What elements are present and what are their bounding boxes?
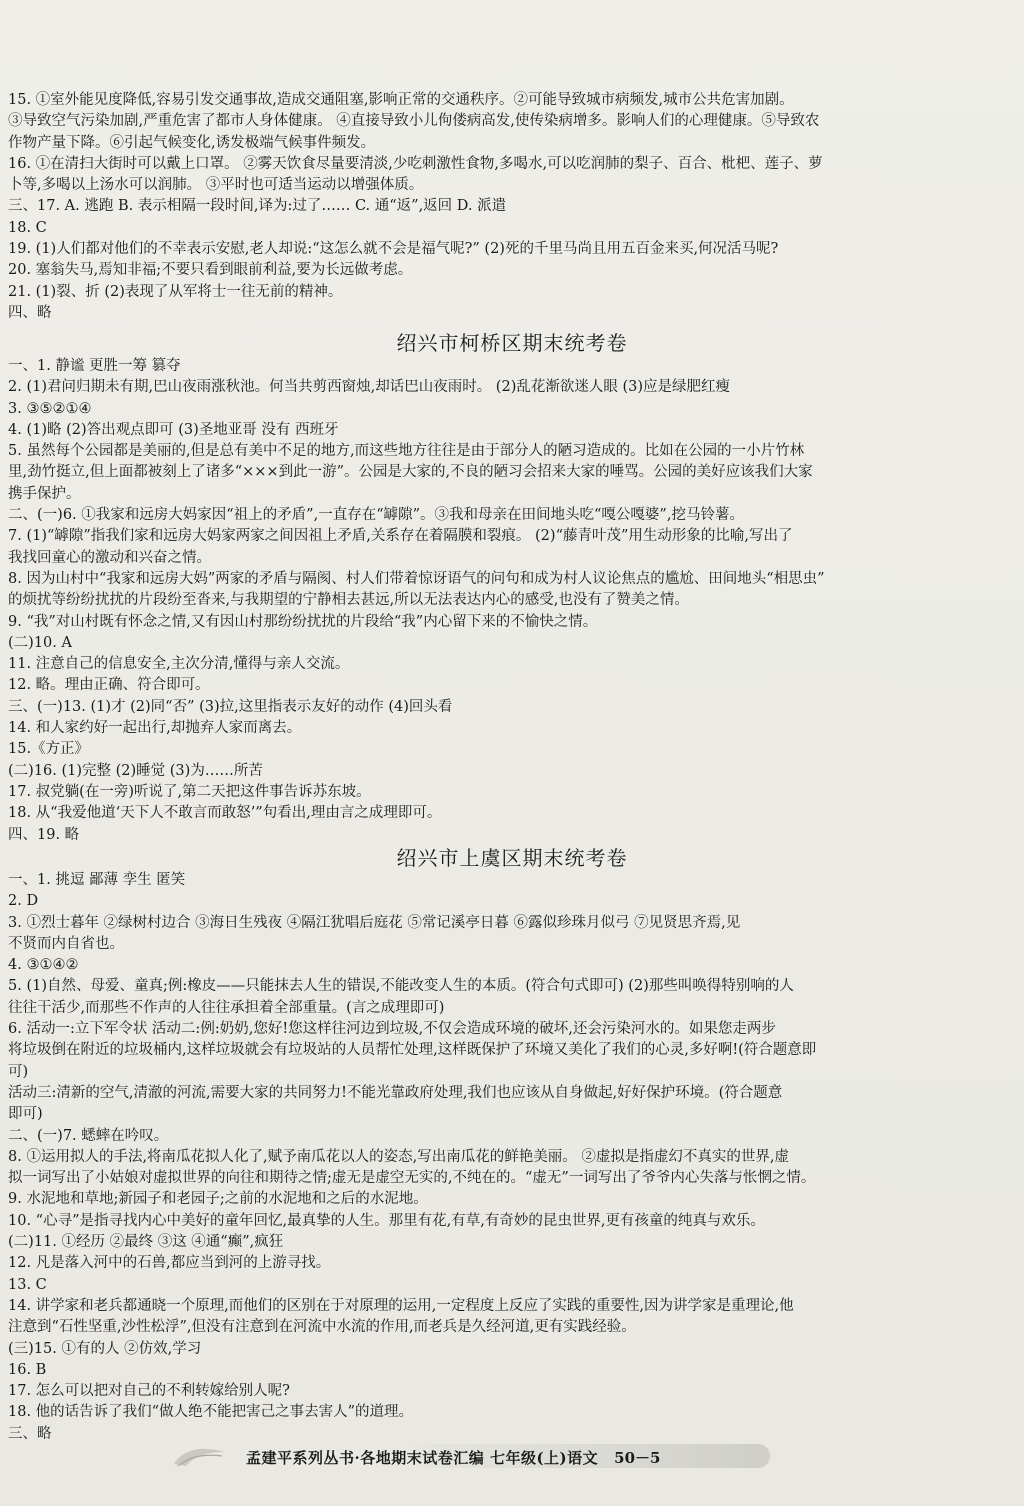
answer-line: 一、1. 挑逗 鄙薄 孪生 匿笑	[8, 872, 186, 888]
answer-line: 卜等,多喝以上汤水可以润肺。 ③平时也可适当运动以增强体质。	[8, 177, 424, 194]
answer-line: 二、(一)7. 蟋蟀在吟叹。	[8, 1127, 169, 1144]
answer-line: 6. 活动一:立下军令状 活动二:例:奶奶,您好!您这样往河边到垃圾,不仅会造成环境的破坏,还会污染河水的。如果您走两步	[8, 1021, 776, 1038]
answer-line: 8. ①运用拟人的手法,将南瓜花拟人化了,赋予南瓜花以人的姿态,写出南瓜花的鲜艳美丽。 ②虚拟是指虚幻不真实的世界,虚	[8, 1148, 789, 1165]
footer-series-title: 孟建平系列丛书·各地期末试卷汇编 七年级(上)语文	[246, 1448, 599, 1467]
answer-line: 13. C	[8, 1276, 47, 1293]
answer-line: 3. ①烈士暮年 ②绿树村边合 ③海日生残夜 ④隔江犹唱后庭花 ⑤常记溪亭日暮 ⑥露似珍珠月似弓 ⑦见贤思齐焉,见	[8, 914, 741, 931]
answer-line: 二、(一)6. ①我家和远房大妈家因“祖上的矛盾”,一直存在“罅隙”。③我和母亲在田间地头吃“嘎公嘎婆”,挖马铃薯。	[8, 507, 744, 524]
answer-line: 4. ③①④②	[8, 957, 79, 974]
answer-line: 18. 从“我爱他道‘天下人不敢言而敢怒’”句看出,理由言之成理即可。	[8, 805, 442, 822]
answer-line: 作物产量下降。⑥引起气候变化,诱发极端气候事件频发。	[8, 134, 376, 151]
answer-line: 里,劲竹挺立,但上面都被刻上了诸多“×××到此一游”。公园是大家的,不良的陋习会招来大家的唾骂。公园的美好应该我们大家	[8, 464, 813, 481]
answer-line: 11. 注意自己的信息安全,主次分清,懂得与亲人交流。	[8, 656, 350, 673]
answer-line: 17. 怎么可以把对自己的不利转嫁给别人呢?	[8, 1383, 290, 1400]
answer-line: 14. 和人家约好一起出行,却抛弃人家而离去。	[8, 720, 302, 737]
answer-line: (二)10. A	[8, 634, 72, 651]
answer-line: 16. ①在清扫大街时可以戴上口罩。 ②雾天饮食尽量要清淡,少吃刺激性食物,多喝水,可以吃润肺的梨子、百合、枇杷、莲子、萝	[8, 155, 823, 172]
answer-block-3	[8, 870, 1008, 1445]
answer-line: 携手保护。	[8, 485, 81, 502]
answer-line: 往往干活少,而那些不作声的人往往承担着全部重量。(言之成理即可)	[8, 999, 445, 1016]
answer-line: 5. (1)自然、母爱、童真;例:橡皮——只能抹去人生的错误,不能改变人生的本质。(符合句式即可) (2)那些叫唤得特别响的人	[8, 978, 794, 995]
section-title-shangyu: 绍兴市上虞区期末统考卷	[396, 846, 628, 870]
answer-line: 拟一词写出了小姑娘对虚拟世界的向往和期待之情;虚无是虚空无实的,不纯在的。“虚无”一词写出了爷爷内心失落与怅惘之情。	[8, 1170, 816, 1187]
page-footer	[170, 1440, 830, 1474]
book-series-logo-icon	[168, 1442, 230, 1472]
answer-line: 12. 凡是落入河中的石兽,都应当到河的上游寻找。	[8, 1255, 331, 1272]
answer-line: 14. 讲学家和老兵都通晓一个原理,而他们的区别在于对原理的运用,一定程度上反应了实践的重要性,因为讲学家是重理论,他	[8, 1297, 794, 1314]
answer-line: 16. B	[8, 1361, 47, 1378]
answer-line: 三、(一)13. (1)才 (2)同“否” (3)拉,这里指表示友好的动作 (4)回头看	[8, 698, 453, 715]
answer-line: ③导致空气污染加剧,严重危害了都市人身体健康。 ④直接导致小儿佝偻病高发,使传染病增多。影响人们的心理健康。⑤导致农	[8, 113, 820, 130]
answer-line: 20. 塞翁失马,焉知非福;不要只看到眼前利益,要为长远做考虑。	[8, 262, 413, 279]
answer-line: 15.《方正》	[8, 741, 90, 758]
answer-block-2	[8, 356, 1008, 846]
answer-line: 17. 叔党躺(在一旁)听说了,第二天把这件事告诉苏东坡。	[8, 783, 371, 800]
answer-line: 2. D	[8, 893, 39, 910]
answer-line: 19. (1)人们都对他们的不幸表示安慰,老人却说:“这怎么就不会是福气呢?” (2)死的千里马尚且用五百金来买,何况活马呢?	[8, 241, 779, 258]
answer-line: 注意到“石性坚重,沙性松浮”,但没有注意到在河流中水流的作用,而老兵是久经河道,更有实践经验。	[8, 1319, 636, 1336]
answer-line: 三、17. A. 逃跑 B. 表示相隔一段时间,译为:过了…… C. 通“返”,返回 D. 派遣	[8, 198, 507, 215]
answer-line: 活动三:清新的空气,清澈的河流,需要大家的共同努力!不能光靠政府处理,我们也应该从自身做起,好好保护环境。(符合题意	[8, 1084, 783, 1101]
section-title-keqiao: 绍兴市柯桥区期末统考卷	[396, 331, 628, 355]
answer-line: 5. 虽然每个公园都是美丽的,但是总有美中不足的地方,而这些地方往往是由于部分人的陋习造成的。比如在公园的一小片竹林	[8, 443, 805, 460]
answer-line: 一、1. 静谧 更胜一筹 篡夺	[8, 358, 181, 374]
answer-line: 7. (1)“罅隙”指我们家和远房大妈家两家之间因祖上矛盾,关系存在着隔膜和裂痕。 (2)“藤青叶茂”用生动形象的比喻,写出了	[8, 528, 793, 545]
answer-line: 8. 因为山村中“我家和远房大妈”两家的矛盾与隔阂、村人们带着惊讶语气的问句和成为村人议论焦点的尴尬、田间地头“相思虫”	[8, 570, 825, 587]
answer-line: 9. “我”对山村既有怀念之情,又有因山村那纷纷扰扰的片段给“我”内心留下来的不愉快之情。	[8, 613, 598, 630]
answer-line: 12. 略。理由正确、符合即可。	[8, 677, 210, 694]
answer-line: 我找回童心的激动和兴奋之情。	[8, 549, 211, 566]
answer-line: 3. ③⑤②①④	[8, 400, 92, 417]
answer-line: (二)16. (1)完整 (2)睡觉 (3)为……所苦	[8, 762, 263, 779]
answer-block-1	[8, 90, 1008, 324]
answer-line: 10. “心寻”是指寻找内心中美好的童年回忆,最真挚的人生。那里有花,有草,有奇妙的昆虫世界,更有孩童的纯真与欢乐。	[8, 1212, 765, 1229]
footer-page-number: 50－5	[614, 1448, 661, 1467]
answer-line: 四、19. 略	[8, 826, 80, 843]
answer-line: 的烦扰等纷纷扰扰的片段纷至沓来,与我期望的宁静相去甚远,所以无法表达内心的感受,也没有了赞美之情。	[8, 592, 689, 609]
answer-line: 9. 水泥地和草地;新园子和老园子;之前的水泥地和之后的水泥地。	[8, 1191, 428, 1208]
answer-line: 18. C	[8, 219, 47, 236]
answer-line: 四、略	[8, 304, 52, 321]
answer-line: 2. (1)君问归期未有期,巴山夜雨涨秋池。何当共剪西窗烛,却话巴山夜雨时。 (2)乱花渐欲迷人眼 (3)应是绿肥红瘦	[8, 379, 730, 396]
answer-line: (二)11. ①经历 ②最终 ③这 ④通“癫”,疯狂	[8, 1234, 284, 1251]
answer-line: 将垃圾倒在附近的垃圾桶内,这样垃圾就会有垃圾站的人员帮忙处理,这样既保护了环境又美化了我们的心灵,多好啊!(符合题意即	[8, 1042, 817, 1059]
answer-line: 不贤而内自省也。	[8, 935, 124, 952]
answer-line: 4. (1)略 (2)答出观点即可 (3)圣地亚哥 没有 西班牙	[8, 421, 339, 438]
answer-line: 三、略	[8, 1425, 52, 1442]
answer-line: 18. 他的话告诉了我们“做人绝不能把害己之事去害人”的道理。	[8, 1404, 413, 1421]
answer-line: 21. (1)裂、折 (2)表现了从军将士一往无前的精神。	[8, 283, 343, 300]
answer-line: 15. ①室外能见度降低,容易引发交通事故,造成交通阻塞,影响正常的交通秩序。②可能导致城市病频发,城市公共危害加剧。	[8, 92, 794, 108]
answer-line: 即可)	[8, 1106, 43, 1123]
answer-line: (三)15. ①有的人 ②仿效,学习	[8, 1340, 202, 1357]
answer-line: 可)	[8, 1063, 29, 1080]
